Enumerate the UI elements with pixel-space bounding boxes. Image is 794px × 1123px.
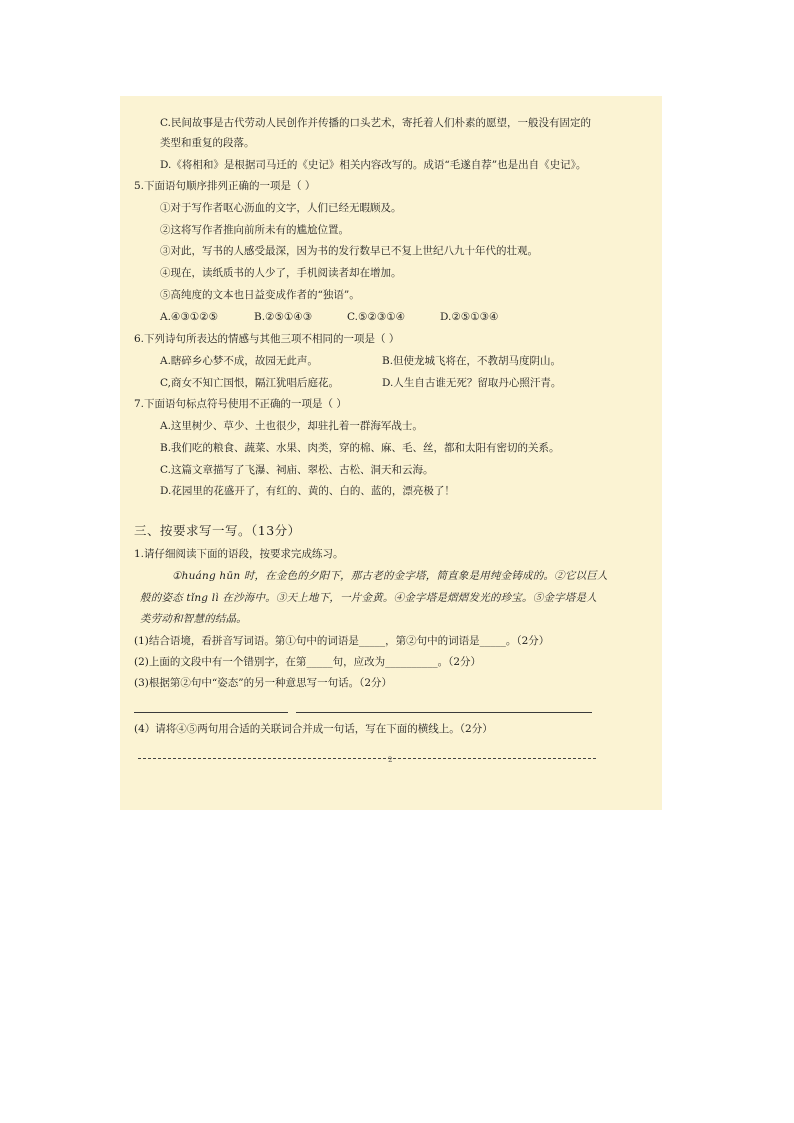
q7-option-c: C.这篇文章描写了飞瀑、祠庙、翠松、古松、洞天和云海。 <box>160 464 434 476</box>
q5-option-d: D.②⑤①③④ <box>440 311 499 323</box>
q6-option-c: C,商女不知亡国恨，隔江犹唱后庭花。 <box>160 377 339 389</box>
q6-option-b: B.但使龙城飞将在，不教胡马度阴山。 <box>382 355 562 367</box>
exam-page <box>120 96 662 810</box>
q7-option-d: D.花园里的花盛开了，有红的、黄的、白的、蓝的，漂亮极了！ <box>160 485 455 497</box>
q5-option-b: B.②⑤①④③ <box>254 311 313 323</box>
q7-option-b: B.我们吃的粮食、蔬菜、水果、肉类，穿的棉、麻、毛、丝，都和太阳有密切的关系。 <box>160 442 560 454</box>
task-3: (3)根据第②句中“姿态”的另一种意思写一句话。（2分） <box>134 677 393 689</box>
task-1: (1)结合语境，看拼音写词语。第①句中的词语是_____，第②句中的词语是_____。（2分） <box>134 635 550 647</box>
section-3-heading: 三、按要求写一写。（13分） <box>134 523 301 538</box>
answer-line-3b <box>296 712 592 713</box>
q7-option-a: A.这里树少、草少、土也很少，却驻扎着一群海军战士。 <box>160 420 423 432</box>
task-4: (4）请将④⑤两句用合适的关联词合并成一句话，写在下面的横线上。（2分） <box>134 723 493 735</box>
page-number: 2 <box>388 756 393 764</box>
passage-line-2: 般的姿态 tǐng lì 在沙海中。③天上地下，一片金黄。④金字塔是熠熠发光的珍宝。⑤金字塔是人 <box>140 592 597 604</box>
section-3-item-1: 1.请仔细阅读下面的语段，按要求完成练习。 <box>134 548 344 560</box>
q4-option-c-line2: 类型和重复的段落。 <box>160 137 255 149</box>
q5-sentence-2: ②这将写作者推向前所未有的尴尬位置。 <box>160 224 349 236</box>
answer-line-4 <box>138 758 596 759</box>
q5-sentence-5: ⑤高纯度的文本也日益变成作者的“独语”。 <box>160 289 360 301</box>
question-6: 6.下列诗句所表达的情感与其他三项不相同的一项是（ ） <box>134 333 400 345</box>
q6-option-a: A.瞎碎乡心梦不成，故园无此声。 <box>160 355 318 367</box>
q5-sentence-4: ④现在，读纸质书的人少了，手机阅读者却在增加。 <box>160 267 402 279</box>
q6-option-d: D.人生自古谁无死？留取丹心照汗青。 <box>382 377 562 389</box>
q4-option-d: D.《将相和》是根据司马迁的《史记》相关内容改写的。成语“毛遂自荐”也是出自《史记》。 <box>160 159 587 171</box>
q5-sentence-1: ①对于写作者呕心沥血的文字，人们已经无暇顾及。 <box>160 202 402 214</box>
q5-sentence-3: ③对此，写书的人感受最深，因为书的发行数早已不复上世纪八九十年代的壮观。 <box>160 245 538 257</box>
task-2: (2)上面的文段中有一个错别字，在第_____句，应改为__________。（2分） <box>134 656 482 668</box>
answer-line-3a <box>134 712 288 713</box>
q5-option-c: C.⑤②③①④ <box>347 311 406 323</box>
question-5: 5.下面语句顺序排列正确的一项是（ ） <box>134 180 316 192</box>
passage-line-1: ①huáng hūn 时，在金色的夕阳下，那古老的金字塔，简直象是用纯金铸成的。②它以巨人 <box>172 570 608 582</box>
question-7: 7.下面语句标点符号使用不正确的一项是（ ） <box>134 398 347 410</box>
q4-option-c-line1: C.民间故事是古代劳动人民创作并传播的口头艺术，寄托着人们朴素的愿望，一般没有固定的 <box>160 117 591 129</box>
passage-line-3: 类劳动和智慧的结晶。 <box>140 613 247 625</box>
q5-option-a: A.④③①②⑤ <box>160 311 218 323</box>
